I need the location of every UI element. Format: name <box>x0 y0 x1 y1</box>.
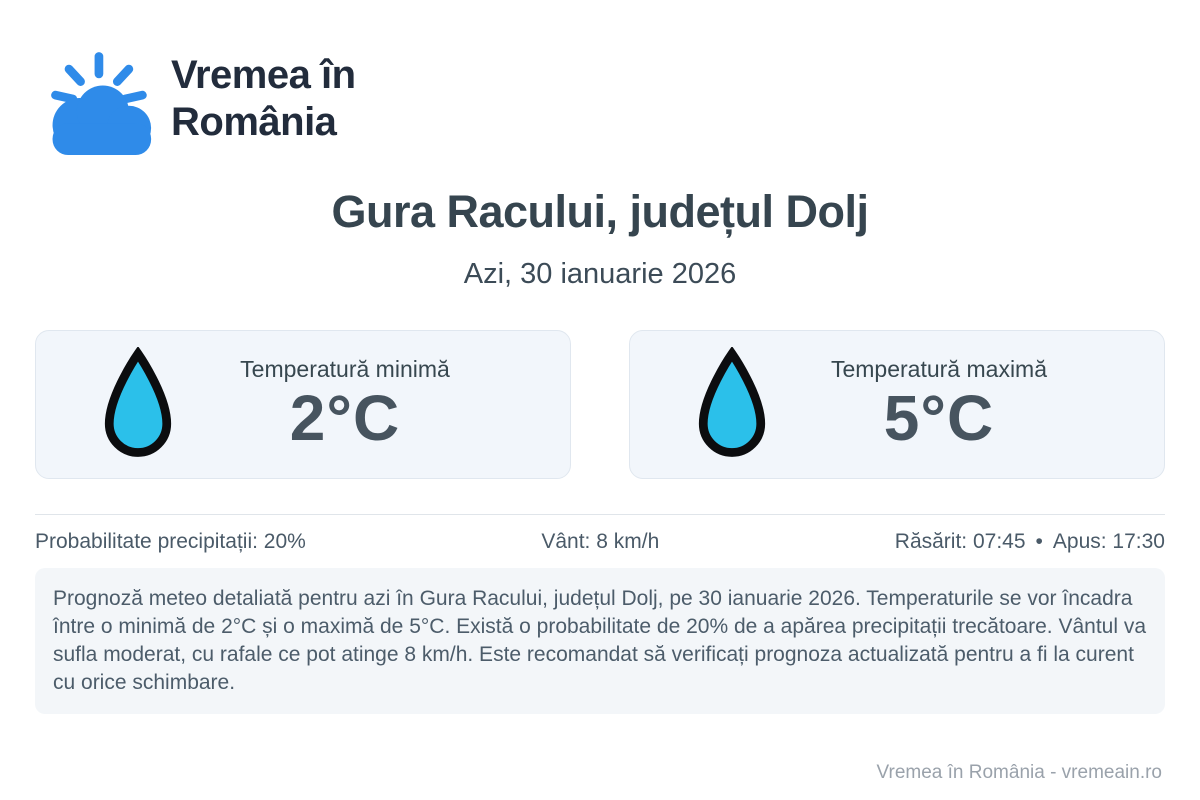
min-temperature-card <box>35 330 571 479</box>
sun-cloud-icon <box>37 42 157 156</box>
water-drop-icon <box>692 347 772 463</box>
min-temperature-label: Temperatură minimă <box>240 356 450 383</box>
water-drop-icon <box>98 347 178 463</box>
min-temperature-text <box>178 356 570 455</box>
temperature-cards <box>35 330 1165 479</box>
min-temperature-value: 2°C <box>289 382 401 455</box>
brand-logo[interactable] <box>37 42 157 156</box>
forecast-summary: Prognoză meteo detaliată pentru azi în Gura Racului, județul Dolj, pe 30 ianuarie 2026. Temperaturile se vor încadra între o minimă de 2°C și o maximă de 5°C. Există o probabilitate de 20% de a apărea precipitații trecătoare. Vântul va sufla moderat, cu rafale ce pot atinge 8 km/h. Este recomandat să verificați prognoza actualizată pentru a fi la curent cu orice schimbare. <box>35 568 1165 714</box>
max-temperature-card <box>629 330 1165 479</box>
wind-stat: Vânt: 8 km/h <box>541 530 660 553</box>
bullet-separator: • <box>1035 530 1043 553</box>
date-subtitle: Azi, 30 ianuarie 2026 <box>463 258 737 290</box>
sunrise-stat: Răsărit: 07:45 <box>894 530 1026 553</box>
max-temperature-label: Temperatură maximă <box>830 356 1048 383</box>
sun-times-stat <box>895 530 1165 554</box>
sunset-stat: Apus: 17:30 <box>1052 530 1165 553</box>
max-temperature-value: 5°C <box>883 382 995 455</box>
brand-name <box>171 52 356 146</box>
stats-row <box>35 530 1165 554</box>
max-temperature-text <box>772 356 1164 455</box>
footer-credit[interactable]: Vremea în România - vremeain.ro <box>876 762 1162 783</box>
page-title: Gura Racului, județul Dolj <box>331 186 869 237</box>
precipitation-stat: Probabilitate precipitații: 20% <box>35 530 306 553</box>
header <box>35 0 1165 156</box>
divider <box>35 514 1165 515</box>
brand-name-line1: Vremea în <box>171 53 356 98</box>
brand-name-line2: România <box>171 100 337 144</box>
